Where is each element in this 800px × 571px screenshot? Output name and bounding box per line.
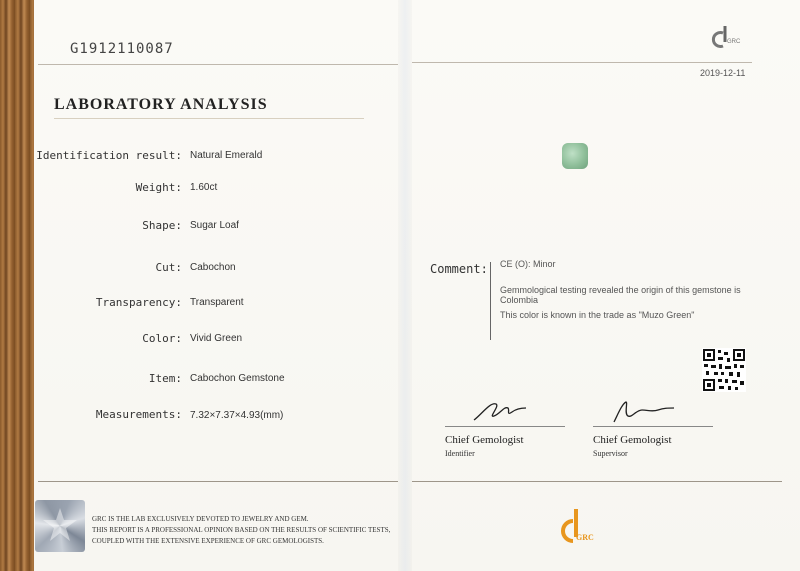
grc-logo-bottom xyxy=(556,507,600,555)
title-rule xyxy=(54,118,364,119)
signature-role-identifier: Identifier xyxy=(445,449,475,458)
hologram-sticker xyxy=(35,500,85,552)
signature-line-identifier xyxy=(445,426,565,427)
field-label-item: Item: xyxy=(148,372,182,385)
field-value-transparency: Transparent xyxy=(190,297,244,308)
bottom-rule-left xyxy=(38,481,398,482)
field-value-measurements: 7.32×7.37×4.93(mm) xyxy=(190,410,284,421)
field-value-identification: Natural Emerald xyxy=(190,150,263,161)
field-value-weight: 1.60ct xyxy=(190,182,218,193)
grc-logo-icon xyxy=(711,22,745,52)
footer-line-3: COUPLED WITH THE EXTENSIVE EXPERIENCE OF GRC GEMOLOGISTS. xyxy=(92,537,324,545)
qr-code xyxy=(702,348,746,392)
signature-line-supervisor xyxy=(593,426,713,427)
signature-role-supervisor: Supervisor xyxy=(593,449,628,458)
top-rule-right xyxy=(412,62,752,63)
footer-line-1: GRC IS THE LAB EXCLUSIVELY DEVOTED TO JEWELRY AND GEM. xyxy=(92,515,309,523)
signature-title-identifier: Chief Gemologist xyxy=(445,434,524,446)
top-rule-left xyxy=(38,64,398,65)
signature-identifier xyxy=(470,396,530,426)
field-label-shape: Shape: xyxy=(142,219,182,232)
grc-logo-top-text: GRC xyxy=(727,39,741,45)
field-label-transparency: Transparency: xyxy=(95,296,182,309)
field-value-color: Vivid Green xyxy=(190,333,243,344)
hologram-star-icon xyxy=(35,500,85,552)
field-value-shape: Sugar Loaf xyxy=(190,220,239,231)
footer-line-2: THIS REPORT IS A PROFESSIONAL OPINION BASED ON THE RESULTS OF SCIENTIFIC TESTS, xyxy=(92,526,391,534)
gem-photo xyxy=(562,143,588,169)
grc-logo-bottom-text: GRC xyxy=(576,533,594,542)
grc-logo-bottom-icon xyxy=(556,507,600,555)
field-label-color: Color: xyxy=(142,332,182,345)
report-date: 2019-12-11 xyxy=(700,68,746,78)
field-value-cut: Cabochon xyxy=(190,262,236,273)
comment-line-1: CE (O): Minor xyxy=(500,259,556,269)
center-fold xyxy=(398,0,412,571)
signature-title-supervisor: Chief Gemologist xyxy=(593,434,672,446)
comment-line-3: Colombia xyxy=(500,295,539,305)
field-value-item: Cabochon Gemstone xyxy=(190,373,285,384)
signature-supervisor xyxy=(608,396,678,426)
section-title: LABORATORY ANALYSIS xyxy=(54,96,268,113)
comment-label: Comment: xyxy=(430,262,488,276)
comment-line-2: Gemmological testing revealed the origin of this gemstone is xyxy=(500,285,741,295)
field-label-cut: Cut: xyxy=(155,261,182,274)
qr-code-icon xyxy=(702,348,746,392)
wooden-edge xyxy=(0,0,34,571)
comment-divider xyxy=(490,262,491,340)
field-label-weight: Weight: xyxy=(135,181,182,194)
bottom-rule-right xyxy=(412,481,782,482)
field-label-identification: Identification result: xyxy=(36,149,182,162)
report-number: G1912110087 xyxy=(70,41,174,57)
grc-logo-top xyxy=(711,22,745,52)
field-label-measurements: Measurements: xyxy=(95,408,182,421)
comment-line-4: This color is known in the trade as "Muzo Green" xyxy=(500,310,695,320)
